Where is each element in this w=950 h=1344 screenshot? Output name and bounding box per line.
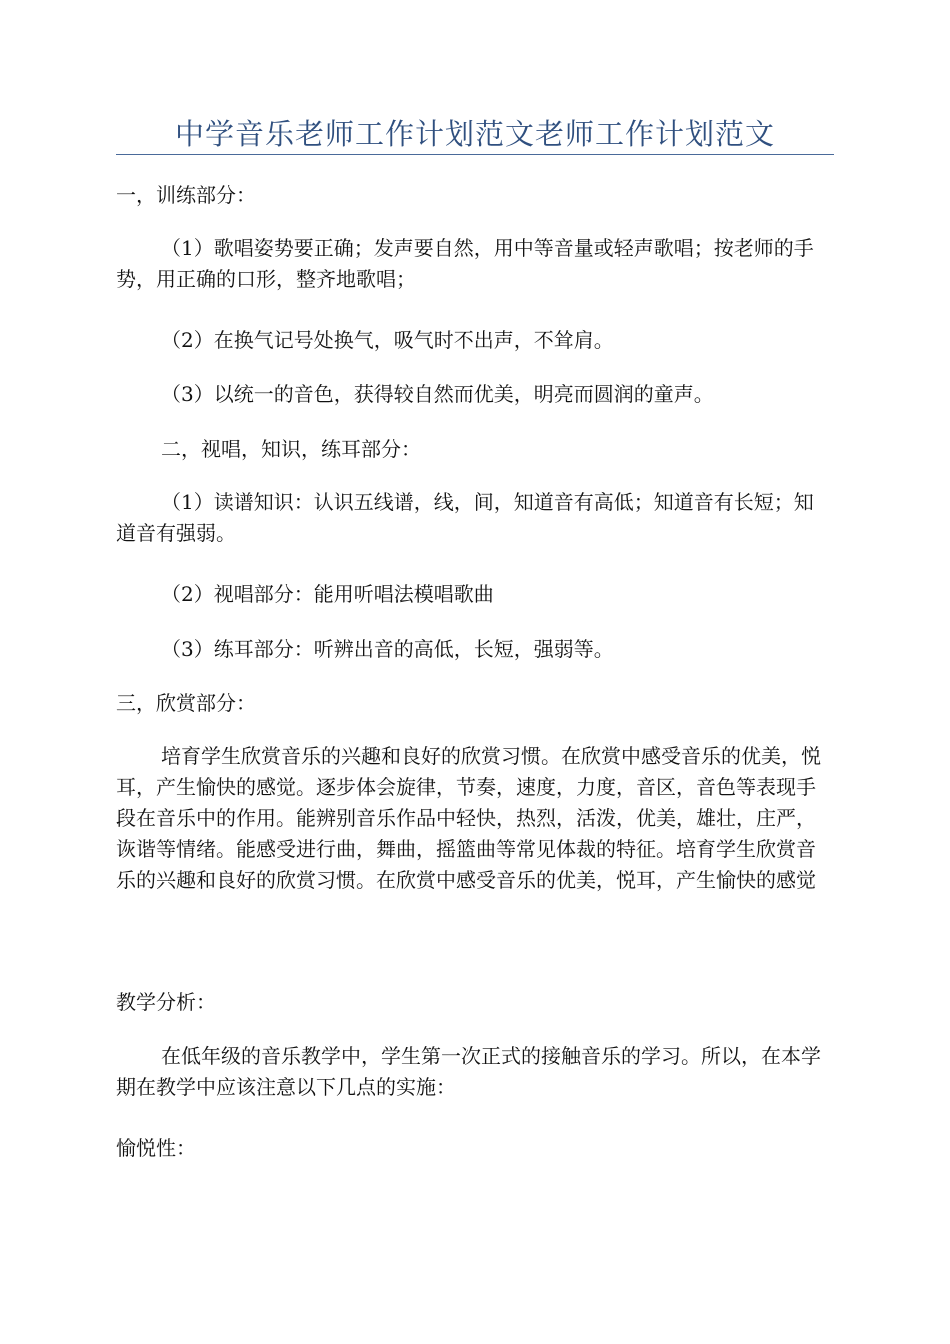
paragraph: （1）歌唱姿势要正确；发声要自然，用中等音量或轻声歌唱；按老师的手势，用正确的口形，整齐地歌唱； — [116, 236, 814, 291]
section-heading-training: 一，训练部分： — [116, 183, 256, 207]
section-heading-appreciation: 三，欣赏部分： — [116, 691, 256, 715]
document-title: 中学音乐老师工作计划范文老师工作计划范文 — [174, 117, 775, 151]
section-heading-analysis: 教学分析： — [116, 990, 216, 1014]
paragraph: 培育学生欣赏音乐的兴趣和良好的欣赏习惯。在欣赏中感受音乐的优美，悦耳，产生愉快的感觉。逐步体会旋律，节奏，速度，力度，音区，音色等表现手段在音乐中的作用。能辨别音乐作品中轻快，热烈，活泼，优美，雄壮，庄严，诙谐等情绪。能感受进行曲，舞曲，摇篮曲等常见体裁的特征。培育学生欣赏音乐的兴趣和良好的欣赏习惯。在欣赏中感受音乐的优美，悦耳，产生愉快的感觉 — [116, 744, 821, 892]
section-heading-sight-singing: 二，视唱，知识，练耳部分： — [161, 437, 421, 461]
title-underline — [116, 154, 834, 155]
paragraph: （2）在换气记号处换气，吸气时不出声，不耸肩。 — [161, 328, 614, 352]
paragraph: （3）练耳部分：听辨出音的高低，长短，强弱等。 — [161, 637, 614, 661]
paragraph: （2）视唱部分：能用听唱法模唱歌曲 — [161, 582, 494, 606]
paragraph: 在低年级的音乐教学中，学生第一次正式的接触音乐的学习。所以，在本学期在教学中应该注意以下几点的实施： — [116, 1044, 821, 1099]
section-heading-pleasure: 愉悦性： — [116, 1136, 196, 1160]
paragraph: （1）读谱知识：认识五线谱，线，间，知道音有高低；知道音有长短；知道音有强弱。 — [116, 490, 814, 545]
paragraph: （3）以统一的音色，获得较自然而优美，明亮而圆润的童声。 — [161, 382, 714, 406]
